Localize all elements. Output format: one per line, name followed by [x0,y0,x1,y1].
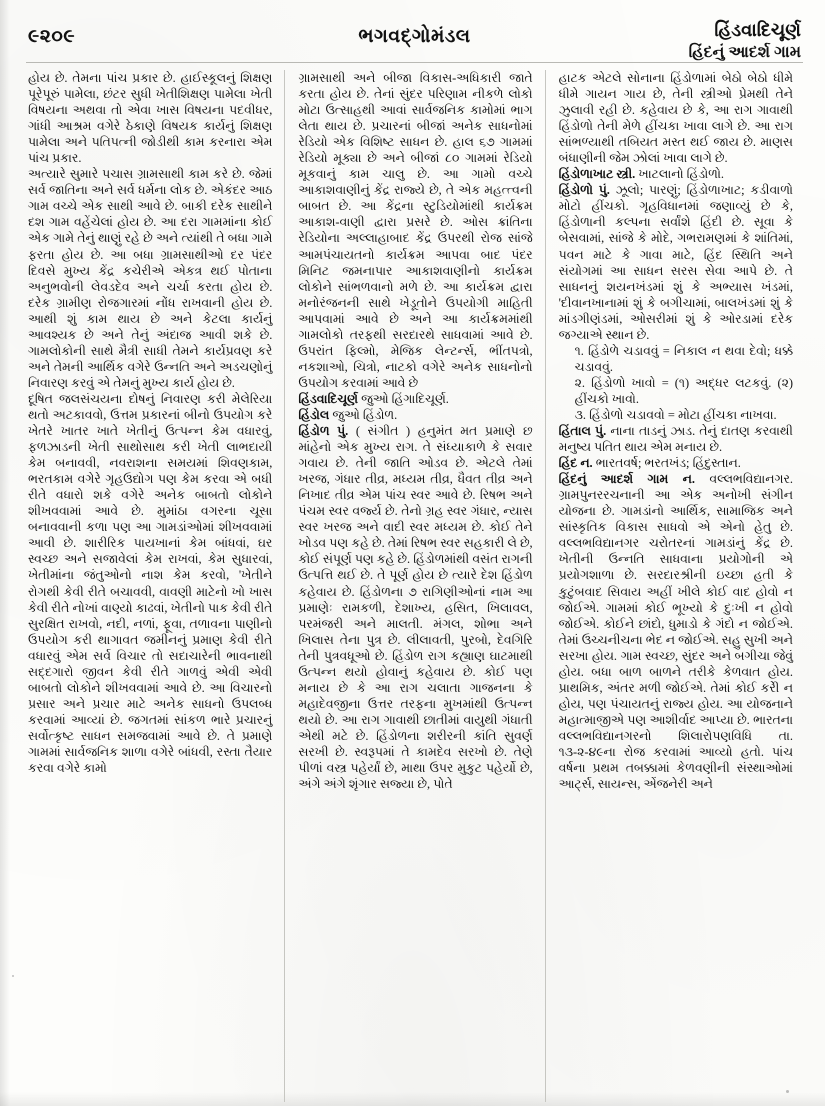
paragraph: ગ્રામસાથી અને બીજા વિકાસ-અધિકારી જાતે કરતા હોય છે. તેનાં સુંદર પરિણામ નીકળે લોકો મોટા ઉત્સાહથી આવાં સાર્વજનિક કામોમાં ભાગ લેતા થાય છે. પ્રચારનાં બીજાં અનેક સાધનોમાં રેડિયો એક વિશિષ્ટ સાધન છે. હાલ ૬૭ ગામમાં રેડિયો મૂક્યા છે અને બીજાં ૮૦ ગામમાં રેડિયો મૂકવાનું કામ ચાલુ છે. આ ગામો વચ્ચે આકાશવાણીનું કેંદ્ર રાજ્યે છે, તે એક મહત્ત્વની બાબત છે. આ કેંદ્રના સ્ટુડિયોમાંથી કાર્યક્રમ આકાશ-વાણી દ્વારા પ્રસરે છે. ઓસ ક્રાંતિના રેડિયોના અલ્લાહાબાદ કેંદ્ર ઉપરથી રોજ સાંજે આમપંચાયતનો કાર્યક્રમ આપવા બાદ પંદર મિનિટ જમનાપાર આકાશવાણીનો કાર્યક્રમ લોકોને સાંભળવાનો મળે છે. આ કાર્યક્રમ દ્વારા મનોરંજનની સાથે ખેડૂતોને ઉપયોગી માહિતી આપવામાં આવે છે અને આ કાર્યક્રમમાંથી ગામલોકો તરફથી સરદારથે સાધવામાં આવે છે. ઉપરાંત ફિલ્મો, મેજિક લેન્ટર્ન્સ, ભીંતપત્રો, નકશાઓ, ચિત્રો, નાટકો વગેરે અનેક સાધનોનો ઉપયોગ કરવામાં આવે છે [298,71,533,390]
dictionary-entry [559,471,793,792]
paragraph: દૂષિત જલસંચયના દોષનું નિવારણ કરી મેલેરિયા થતો અટકાવવો, ઉત્તમ પ્રકારનાં બીનો ઉપયોગ કરે ખેતરે ખાતર ખાતે ખેતીનું ઉત્પન્ન કેમ વધારવું, ફળઝાડની ખેતી સાથોસાથ કરી ખેતી લાભદાયી કેમ બનાવવી, નવરાશના સમયમાં શિવણકામ, ભરતકામ વગેરે ગૃહઉદ્યોગ પણ કેમ કરવા એ બધી રીતે વધારો શકે વગેરે અનેક બાબતો લોકોને શીખવવામાં આવે છે. મુમાંઠા વગરના ચૂસા બનાવવાની કળા પણ આ ગામડાંઓમાં શીખવવામાં આવી છે. શારીરિક પાયખાનાં કેમ બાંધવાં, ઘર સ્વચ્છ અને સજાવેલાં કેમ રાખવાં, કેમ સુધારવાં, ખેતીમાંના જંતુઓનો નાશ કેમ કરવો, 'ખેતીને રોગથી કેવી રીતે બચાવવી, વાવણી માટેનો ખો ખાસ કેવી રીતે નોખાં વાણ્યો કાઢવાં, ખેતીનો પાક કેવી રીતે સુરક્ષિત રાખવો, નદી, નળાં, ફૂવા, તળાવના પાણીનો ઉપયોગ કરી થાગાવત જમીનનું પ્રમાણ કેવી રીતે વધારવું એમ સર્વ વિચાર તો સદાચારેની ભાવનાથી સદ્દગારો જીવન કેવી રીતે ગાળવું એવી એવી બાબતો લોકોને શીખવવામાં આવે છે. આ વિચારનો પ્રસાર અને પ્રચાર માટે અનેક સાધનો ઉપલબ્ધ કરવામાં આવ્યાં છે. જગતમાં સાંકળ ભારે પ્રચારનું સર્વોત્કૃષ્ટ સાધન સમજવામાં આવે છે. તે પ્રમાણે ગામમાં સાર્વજનિક શાળા વગેરે બાંધવી, રસ્તા તૈયાર કરવા વગેરે કામો [28,391,273,776]
entry-headword: હિંડોળાખાટ [558,167,614,182]
entry-definition: વલ્લભવિદ્યાનગર. ગ્રામપુનરરચનાની આ એક અનોખી સંગીન યોજના છે. ગામડાંનો આર્થિક, સામાજિક અને સાંસ્કૃતિક વિકાસ સાધવો એ એનો હેતુ છે. વલ્લભવિદ્યાનગર ચરોતરનાં ગામડાંનું કેંદ્ર છે. ખેતીની ઉન્નતિ સાધવાના પ્રયોગોની એ પ્રયોગશાળા છે. સરદારશ્રીની ઇચ્છા હતી કે કુટુંબવાદ સિવાય અહીં ખીલે કોઈ વાદ હોવો ન જોઈએ. ગામમાં કોઈ ભૂખ્યો કે દુઃખી ન હોવો જોઈએ. કોઈને છાંદો, ધુમાડો કે ગંદો ન જોઈએ. તેમાં ઉચ્ચનીચના ભેદ ન જોઈએ. સહુ સુખી અને સરખા હોય. ગામ સ્વચ્છ, સુંદર અને બગીચા જેવું હોય. બધા બાળ બાળને તરીકે કેળવાત હોય. પ્રાથમિક, અંતર મળી જોઈએ. તેમાં કોઈ કરેી ન હોય, પણ પંચાયતનું રાજ્ય હોય. આ યોજનાને મહાત્માજીએ પણ આશીર્વાદ આપ્યા છે. ભારતના વલ્લભવિદ્યાનગરનો શિલારોપણવિધિ તા. ૧૩-૨-૪૯ના રોજ કરવામાં આવ્યો હતો. પાંચ વર્ષના પ્રથમ તબક્કામાં કેળવણીની સંસ્થાઓમાં આર્ટ્સ, સાયન્સ, એંજનેરી અને [558,472,793,792]
column-right [545,70,805,1102]
column-container [24,70,805,1102]
dictionary-entry [559,423,793,455]
catchword-first: હિંડવાદિચૂર્ણ [714,20,801,40]
dictionary-entry [298,423,532,792]
entry-part-of-speech: ન. [682,472,696,487]
entry-part-of-speech: પું. [337,424,349,439]
entry-part-of-speech: પું. [595,424,607,439]
catchword-block [689,18,801,64]
entry-sense: ૨. હિંડોળો ખાવો = (૧) અદ્ધર લટકવું. (૨) હીંચકો ખાવો. [574,375,793,406]
entry-headword: હિંડોળ [298,424,330,439]
catchword-last: હિંદનું આદર્શ ગામ [688,44,801,62]
entry-sense: ૩. હિંડોળો ચડાવવો = મોટા હીંચકા નાખવા. [574,407,777,422]
paragraph: હાટક એટલે સોનાના હિંડોળામાં બેઠો બેઠો ધીમે ધીમે ગાયન ગાય છે, તેની સ્ત્રીઓ પ્રેમથી તેને ઝુલાવી રહી છે. કહેવાય છે કે, આ રાગ ગાવાથી હિંડોળો તેની મેળે હીંચકા ખાવા લાગે છે. આ રાગ સાંભળ્યાથી તબિયત મસ્ત થઈ જાય છે. માણસ બંધાણીની જેમ ઝોલાં ખાવા લાગે છે. [558,71,793,166]
scan-gutter-shadow [0,0,10,1106]
work-title: ભગવદ્ગોમંડલ [358,26,471,47]
entry-headword: હિંદનું આદર્શ ગામ [558,472,669,487]
paragraph: અત્યારે સુમારે પચાસ ગ્રામસાથી કામ કરે છે. જેમાં સર્વ જાતિના અને સર્વ ધર્મના લોક છે. એકંદર આઠ ગામ વચ્ચે એક સાથી આવે છે. બાકી દરેક સાથીને દશ ગામ વહેંચેલાં હોય છે. આ દરા ગામમાંના કોઈ એક ગામે તેનું થાણું રહે છે અને ત્યાંથી તે બધા ગામે ફરતા હોય છે. આ બધા ગ્રામસાથીઓ દર પંદર દિવસે મુખ્ય કેંદ્ર કચેરીએ એકત્ર થઈ પોતાના અનુભવોની લેવડદેવ અને ચર્ચા કરતા હોય છે. દરેક ગ્રામીણ રોજગારમાં નોંધ રાખવાની હોય છે. આથી શું કામ થાય છે અને કેટલા કાર્યનું આવશ્યક છે અને તેનું અંદાજ આવી શકે છે. ગામલોકોની સાથે મૈત્રી સાધી તેમને કાર્યપ્રવણ કરે અને તેમની આર્થિક વગેરે ઉન્નતિ અને અડચણોનું નિવારણ કરવું એ તેમનું મુખ્ય કાર્ય હોય છે. [28,167,273,390]
entry-definition: નાના તાડનું ઝાડ. તેનું દાતણ કરવાથી મનુષ્ય પતિત થાય એમ મનાય છે. [558,424,793,455]
paragraph: હોય છે. તેમના પાંચ પ્રકાર છે. હાઈસ્કૂલનું શિક્ષણ પૂરેપૂરું પામેલા, છંટર સુધી ખેતીશિક્ષણ પામેલા ખેતી વિષયના અથવા તો એવા ખાસ વિષયના પદવીધર, ગાંધી આશ્રમ વગેરે ઠેકાણે વિષયક કાર્યનું શિક્ષણ પામેલા અને પતિપત્ની જોડીથી કામ કરનારા એમ પાંચ પ્રકાર. [28,71,273,166]
page-folio-number: ૯૨૦૯ [28,26,76,47]
entry-definition: ( સંગીત ) હનુમંત મત પ્રમાણે છ માંહેનો એક મુખ્ય રાગ. તે સંધ્યાકાળે કે સવાર ગવાય છે. તેની જાતિ ઓડવ છે. એટલે તેમાં ખરજ, ગંધાર તીવ્ર, મધ્યમ તીવ્ર, ધૈવત તીવ્ર અને નિખાદ તીવ્ર એમ પાંચ સ્વર આવે છે. રિષભ અને પંચમ સ્વર વર્જ્ય છે. તેનો ગ્રહ સ્વર ગંધાર, ન્યાસ સ્વર ખરજ અને વાદી સ્વર મધ્યમ છે. કોઈ તેને ખોડવ પણ કહે છે. તેમાં રિષભ સ્વર સહકારી લે છે, કોઈ સંપૂર્ણ પણ કહે છે. હિંડોળમાંથી વસંત રાગની ઉત્પત્તિ થઈ છે. તે પૂર્ણ હોય છે ત્યારે દેશ હિંડોળ કહેવાય છે. હિંડોળના ૭ રાગિણીઓનાં નામ આ પ્રમાણેઃ રામકળી, દેશાખ્ય, હસિત, ખિલાવલ, પરમંજરી અને માલતી. મંગલ, શોભા અને ખિલાસ તેના પુત્ર છે. લીલાવતી, પુરબો, દેવગિરિ તેની પુત્રવધૂઓ છે. હિંડોળ રાગ કહ્યાણ ઘાટમાથી ઉત્પન્ન થયો હોવાનું કહેવાય છે. કોઈ પણ મનાય છે કે આ રાગ ચલાતા ગાજનના કે મહાદેવજીના ઉત્તર તરફના મુખમાંથી ઉત્પન્ન થયો છે. આ રાગ ગાવાથી છાતીમાં વાયુથી ગંધાતી એથી મટે છે. હિંડોળના શરીરની કાંતિ સુવર્ણ સરખી છે. સ્વરૂપમાં તે કામદેવ સરખો છે. તેણે પીળાં વસ્ત્ર પહેર્યાં છે, માથા ઉપર મુકુટ પહેર્યો છે, અંગે અંગે શૃંગાર સજ્યા છે, પોતે [298,424,533,792]
entry-sense: ૧. હિંડોળે ચડાવવું = નિકાલ ન થવા દેવો; ધક્કે ચડાવવું. [574,343,793,374]
entry-definition: ભારતવર્ષ; ભરતખંડ; હિંદુસ્તાન. [595,456,741,471]
entry-definition: ઝૂલો; પારણું; હિંડોળાખાટ; કડીવાળો મોટો હીંચકો. ગૃહવિધાનમાં જણાવ્યું છે કે, હિંડોળાની કલ્પના સર્વાંશે હિંદી છે. સૂવા કે બેસવામાં, સાંજે કે મોદે, ગભરામણમાં કે શાંતિમાં, પવન માટે કે ગાવા માટે, હિંદ સ્થિતિ અને સંયોગમાં આ સાધન સરસ સેવા આપે છે. તે સાધનનું શયનખંડમાં શું કે અભ્યાસ ખંડમાં, 'દીવાનખાનામાં શું કે બગીચામાં, બાલખંડમાં શું કે માંડગીણંડમાં, ઓસરીમાં શું કે ઓરડામાં દરેક જગ્યાએ સ્થાન છે. [558,183,793,342]
running-head [28,16,801,72]
entry-headword: હિંડોળો [558,183,593,198]
entry-headword: હિંતાલ [558,424,591,439]
column-middle [284,70,544,1102]
entry-headword: હિંદ [558,456,578,471]
column-left [24,70,284,1102]
entry-definition: જુઓ હિંગાદિચૂર્ણ. [361,391,449,406]
dictionary-entry [298,391,532,407]
dictionary-entry [559,182,793,342]
entry-part-of-speech: પું. [598,183,610,198]
dictionary-entry [559,166,793,182]
dictionary-entry [559,455,793,471]
header-rule [26,62,803,63]
entry-part-of-speech: સ્ત્રી. [616,167,636,182]
entry-part-of-speech: ન. [580,456,593,471]
entry-headword: હિંડવાદિચૂર્ણ [298,391,358,406]
entry-definition: ખાટલાનો હિંડોળો. [638,167,725,182]
entry-headword: હિંડોલ [298,407,330,422]
scan-speck [12,975,14,977]
entry-definition: જુઓ હિંડોળ. [332,407,398,422]
dictionary-entry [298,407,532,423]
